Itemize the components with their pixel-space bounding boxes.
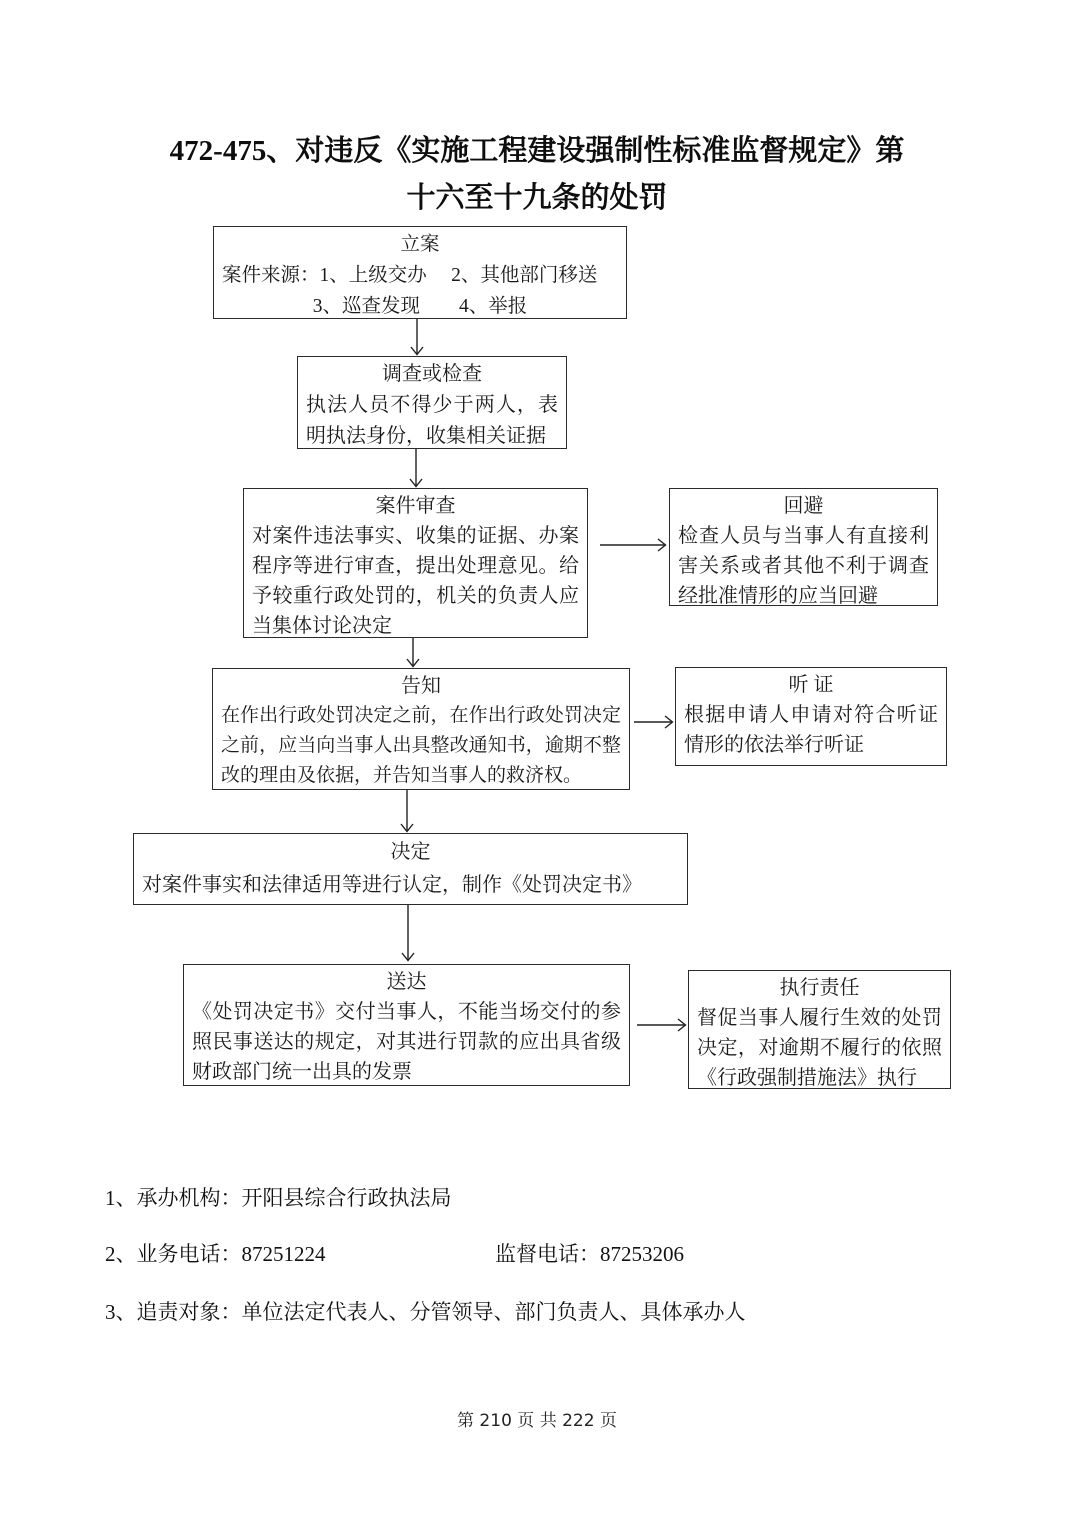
flow-box-enforcement [688,970,951,1089]
flow-box-filing-line1: 案件来源：1、上级交办 2、其他部门移送 [222,265,598,286]
arrow-down-icon [408,319,426,356]
flow-box-delivery-title: 送达 [386,971,427,993]
arrow-down-icon [398,790,416,833]
arrow-down-icon [399,905,417,962]
flow-box-notification [212,668,630,790]
note-supervision-phone: 监督电话：87253206 [495,1242,684,1266]
flow-box-filing [213,226,627,319]
flow-box-hearing-body: 根据申请人申请对符合听证情形的依法举行听证 [684,704,938,756]
flow-box-recusal-body: 检查人员与当事人有直接利害关系或者其他不利于调查经批准情形的应当回避 [678,525,929,607]
arrow-right-icon [637,1016,687,1034]
arrow-down-icon [404,638,422,668]
note-accountability-targets: 3、追责对象：单位法定代表人、分管领导、部门负责人、具体承办人 [105,1300,746,1324]
flow-box-decision-title: 决定 [390,841,431,863]
page-title [0,128,1074,222]
arrow-right-icon [634,713,674,731]
flow-box-notification-body: 在作出行政处罚决定之前，在作出行政处罚决定之前，应当向当事人出具整改通知书，逾期不整改的理由及依据，并告知当事人的救济权。 [221,705,621,786]
page-title-line1: 472-475、对违反《实施工程建设强制性标准监督规定》第 [169,135,905,167]
flow-box-inspection [297,356,567,449]
note-business-phone: 2、业务电话：87251224 [105,1242,326,1266]
flow-box-decision [133,833,688,905]
flow-box-hearing [675,667,947,766]
flow-box-decision-body: 对案件事实和法律适用等进行认定，制作《处罚决定书》 [142,874,642,896]
flow-box-hearing-title: 听 证 [788,674,834,696]
flow-box-filing-title: 立案 [400,234,440,255]
flow-box-case-review [243,488,588,638]
flow-box-enforcement-body: 督促当事人履行生效的处罚决定，对逾期不履行的依照《行政强制措施法》执行 [697,1007,942,1089]
flow-box-delivery [183,964,630,1086]
note-agency: 1、承办机构：开阳县综合行政执法局 [105,1186,452,1210]
flow-box-recusal-title: 回避 [783,495,824,517]
flow-box-delivery-body: 《处罚决定书》交付当事人，不能当场交付的参照民事送达的规定，对其进行罚款的应出具省级财政部门统一出具的发票 [192,1001,621,1083]
flow-box-case-review-body: 对案件违法事实、收集的证据、办案程序等进行审查，提出处理意见。给予较重行政处罚的，机关的负责人应当集体讨论决定 [252,525,579,637]
flow-box-inspection-title: 调查或检查 [382,363,482,385]
flow-box-filing-line2: 3、巡查发现 4、举报 [312,296,528,317]
page-number-indicator: 第 210 页 共 222 页 [457,1411,617,1431]
flow-box-notification-title: 告知 [401,675,441,697]
arrow-down-icon [407,449,425,488]
page-title-line2: 十六至十九条的处罚 [406,182,668,214]
flow-box-enforcement-title: 执行责任 [779,977,860,999]
flow-box-recusal [669,488,938,606]
flow-box-case-review-title: 案件审查 [375,495,456,517]
arrow-right-icon [600,536,667,554]
flow-box-inspection-body: 执法人员不得少于两人，表明执法身份，收集相关证据 [306,394,558,447]
